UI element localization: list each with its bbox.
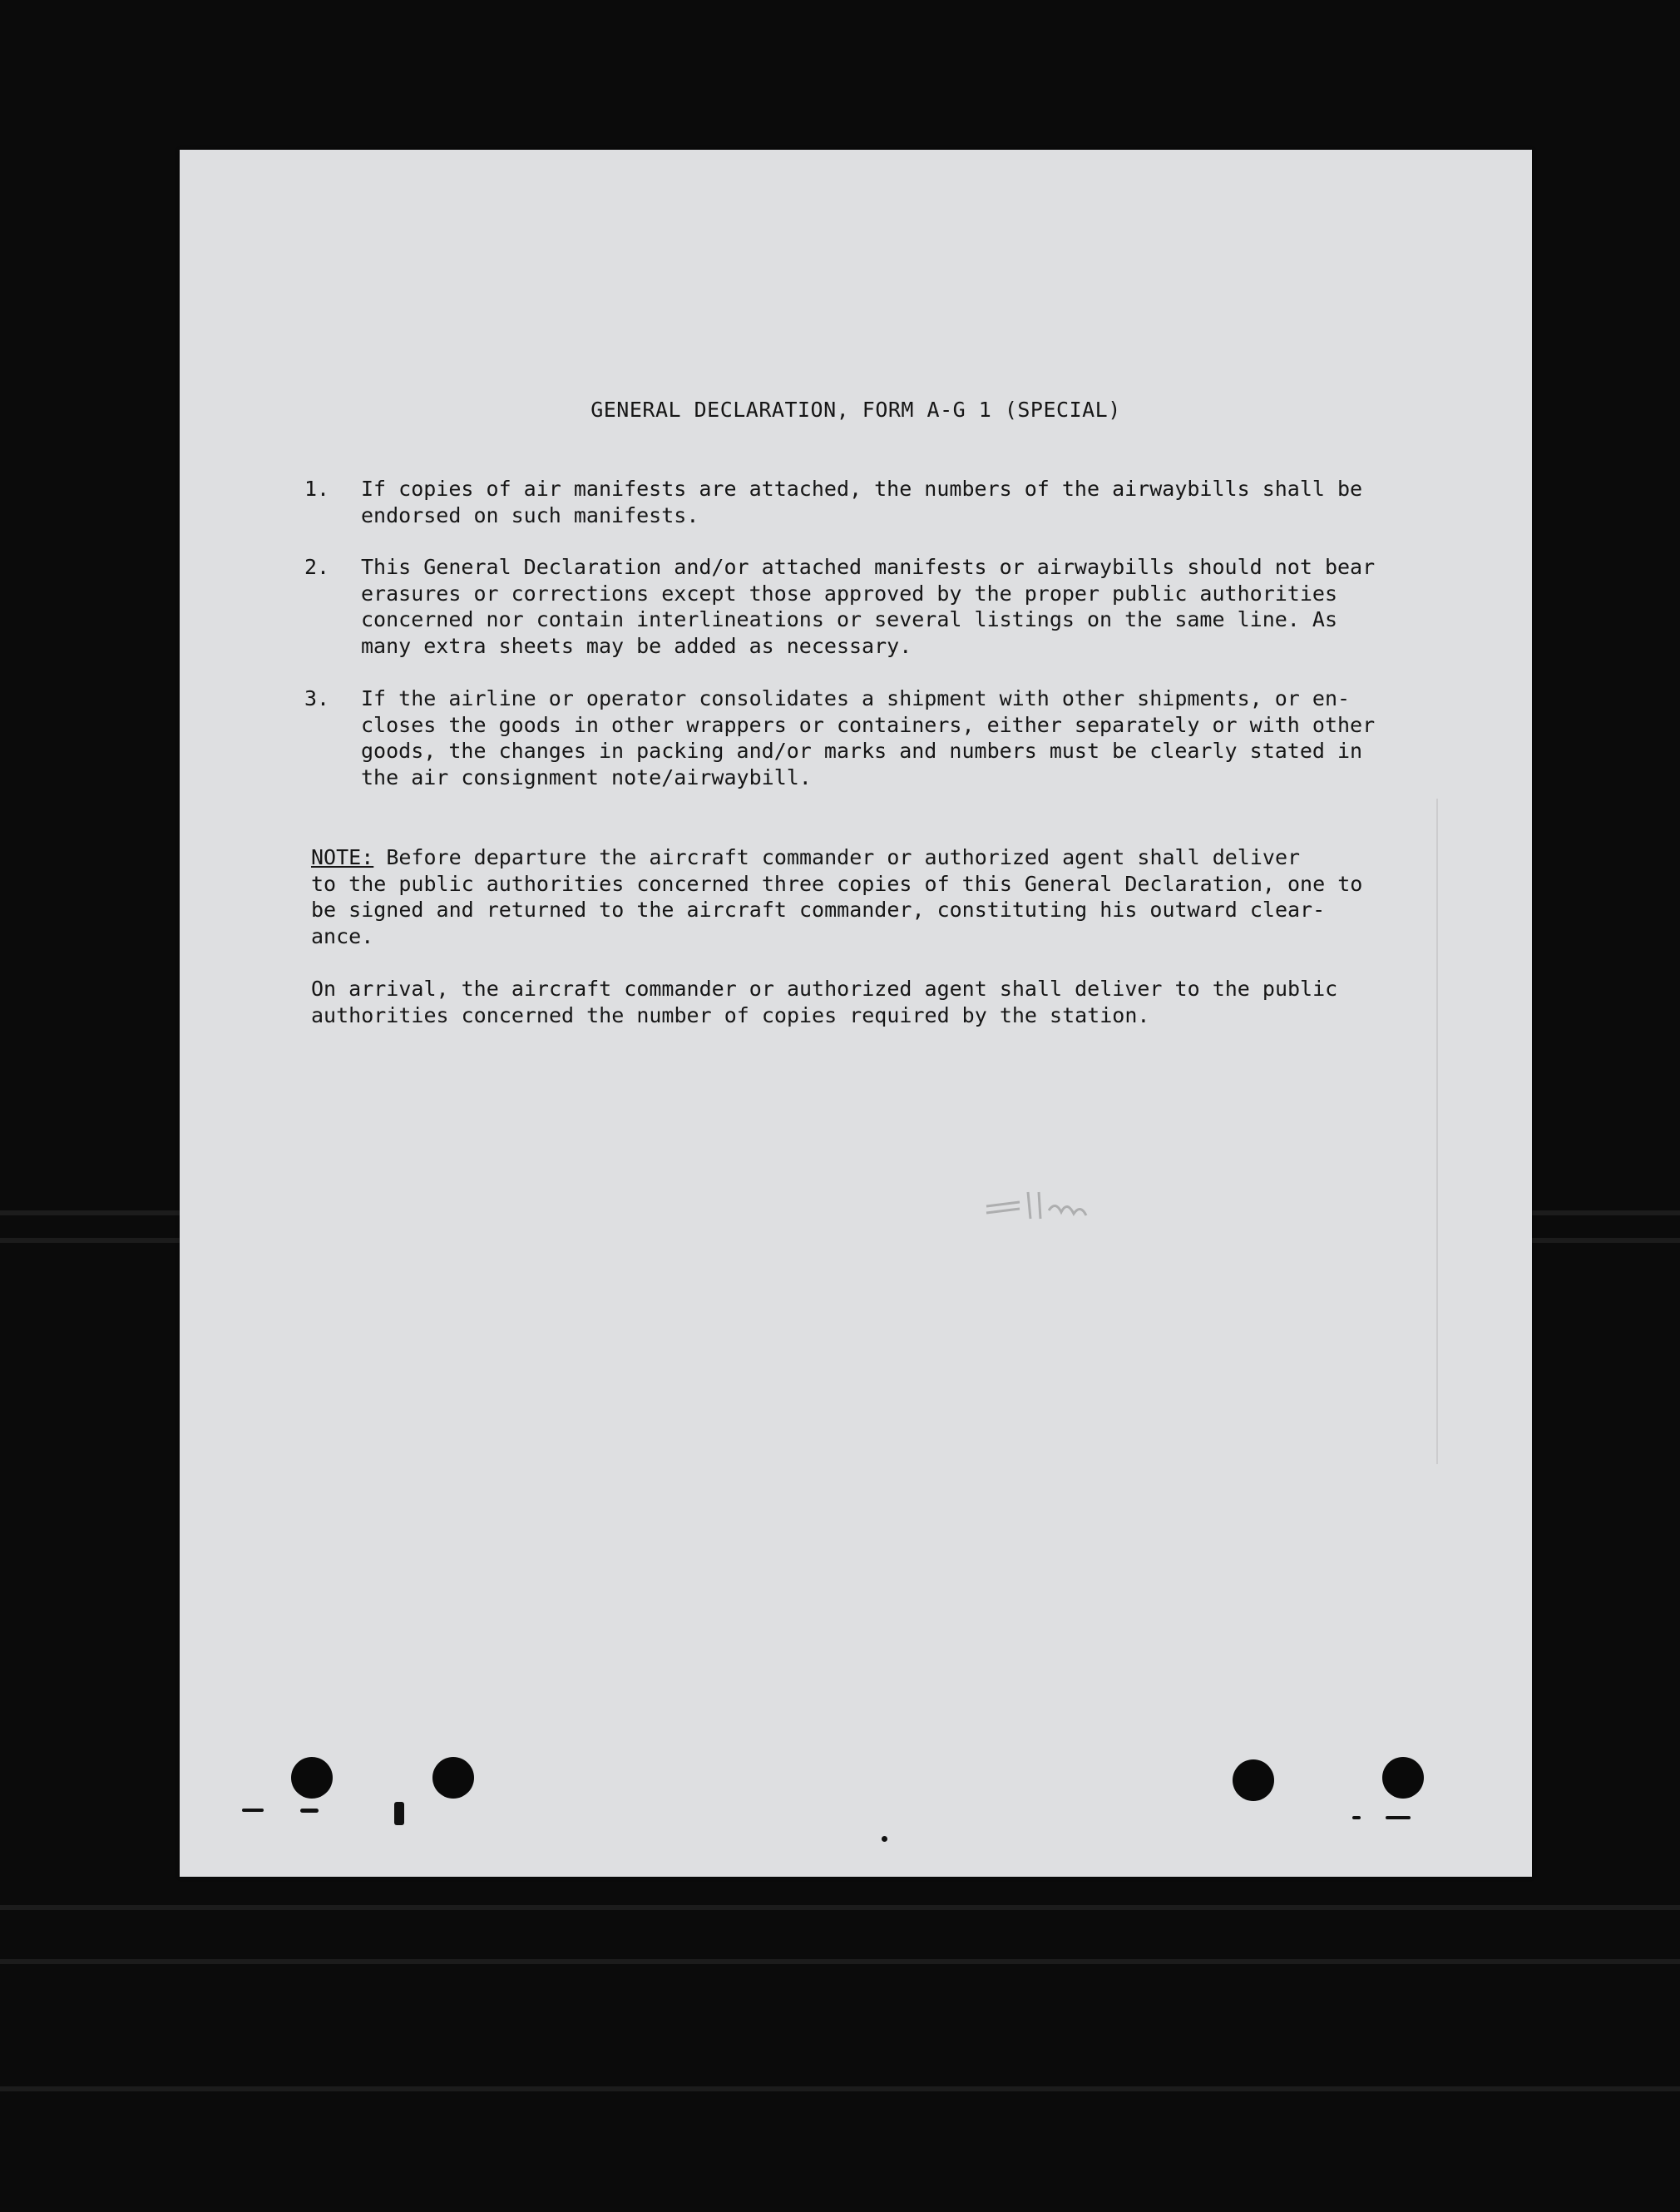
pencil-mark — [982, 1185, 1124, 1227]
list-item — [304, 554, 1411, 661]
item-text: This General Declaration and/or attached manifests or airwaybills should not bear erasures or corrections except those approved by the proper public authorities concerned nor contain interlineations or several listings on the same line. As many extra sheets may be added as necessary. — [361, 555, 1376, 658]
arrival-paragraph: On arrival, the aircraft commander or authorized agent shall deliver to the public authorities concerned the number of copies required by the station. — [311, 977, 1338, 1027]
scan-band — [0, 1959, 1680, 1964]
item-number: 1. — [304, 477, 330, 501]
item-number: 3. — [304, 686, 330, 710]
smudge — [300, 1809, 319, 1813]
smudge — [242, 1809, 264, 1812]
smudge — [394, 1802, 404, 1825]
item-text: If copies of air manifests are attached, the numbers of the airwaybills shall be endorsed on such manifests. — [361, 477, 1363, 527]
scan-band — [0, 2086, 1680, 2091]
list-item — [304, 476, 1411, 529]
item-number: 2. — [304, 555, 330, 579]
document-page — [180, 150, 1532, 1877]
smudge — [1352, 1816, 1361, 1819]
note-paragraph — [311, 844, 1422, 949]
smudge — [882, 1836, 887, 1842]
punch-hole — [1233, 1759, 1274, 1801]
smudge — [1386, 1816, 1411, 1819]
list-item — [304, 685, 1411, 792]
item-text: If the airline or operator consolidates a shipment with other shipments, or en- closes the goods in other wrappers or containers, either separately or with other goods, the changes in packing and/or marks and numbers must be clearly stated in the air consignment note/airwaybill. — [361, 686, 1376, 789]
note-label: NOTE: — [311, 845, 374, 869]
scan-band — [0, 1905, 1680, 1910]
punch-hole — [291, 1757, 333, 1799]
page-crease — [1436, 799, 1438, 1464]
punch-hole — [1382, 1757, 1424, 1799]
document-title: GENERAL DECLARATION, FORM A-G 1 (SPECIAL) — [590, 398, 1121, 422]
punch-hole — [432, 1757, 474, 1799]
note-text: Before departure the aircraft commander or authorized agent shall deliver to the public authorities concerned three copies of this General Declaration, one to be signed and returned to the aircraft commander, constituting his outward clear- ance. — [311, 845, 1363, 948]
